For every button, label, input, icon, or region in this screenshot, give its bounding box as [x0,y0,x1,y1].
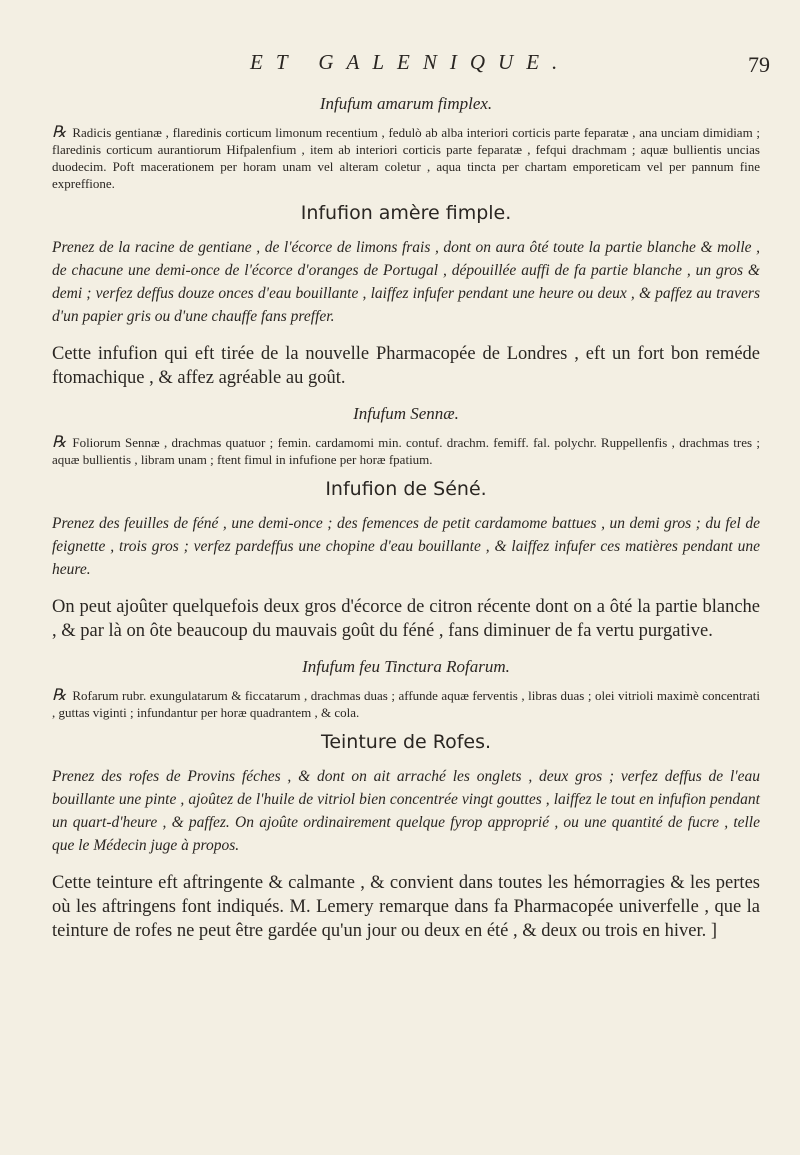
french-recipe-commentary: Cette infufion qui eft tirée de la nouvelle Pharmacopée de Londres , eft un fort bon reméde ftomachique , & affez agréable au goût. [52,344,760,388]
recipe-section [52,94,760,390]
latin-recipe-title: Infufum Sennæ. [353,404,459,423]
french-recipe-title: Infufion de Séné. [325,478,487,500]
recipe-icon: ℞ [52,434,67,451]
latin-recipe-body: Foliorum Sennæ , drachmas quatuor ; femin. cardamomi min. contuf. drachm. femiff. fal. polychr. Ruppellenfis , drachmas tres ; aquæ bullientis , libram unam ; ftent fimul in infufione per horæ fpatium. [52,435,760,467]
recipe-section [52,657,760,943]
recipe-section [52,404,760,643]
latin-recipe-title: Infufum feu Tinctura Rofarum. [302,657,510,676]
french-recipe-title: Teinture de Rofes. [320,731,492,753]
french-recipe-commentary: On peut ajoûter quelquefois deux gros d'écorce de citron récente dont on a ôté la partie blanche , & par là on ôte beaucoup du mauvais goût du féné , fans diminuer de fa vertu purgative. [52,597,760,641]
page-content [52,94,760,957]
page-header [0,50,800,90]
running-head: ET GALENIQUE. [250,50,571,74]
latin-recipe-text [52,124,760,192]
recipe-icon: ℞ [52,124,67,141]
latin-recipe-title: Infufum amarum fimplex. [319,94,493,113]
french-recipe-title: Infufion amère fimple. [300,202,512,224]
latin-recipe-body: Radicis gentianæ , flaredinis corticum limonum recentium , fedulò ab alba interiori corticis parte feparatæ , ana unciam dimidiam ; flaredinis corticum aurantiorum Hifpalenfium , item ab interiori corticis parte feparatæ , fefqui drachmam ; aquæ bullientis uncias duodecim. Poft macerationem per horam unam vel alteram coletur , aqua tincta per chartam emporeticam vel per pannum fine expreffione. [52,125,760,191]
latin-recipe-text [52,687,760,721]
french-recipe-instructions: Prenez de la racine de gentiane , de l'écorce de limons frais , dont on aura ôté toute la partie blanche & molle , de chacune une demi-once de l'écorce d'oranges de Portugal , dépouillée auffi de fa partie blanche , un gros & demi ; verfez deffus douze onces d'eau bouillante , laiffez infufer pendant une heure ou deux , & paffez au travers d'un papier gris ou d'une chauffe fans preffer. [52,239,760,325]
latin-recipe-body: Rofarum rubr. exungulatarum & ficcatarum , drachmas duas ; affunde aquæ ferventis , libras duas ; olei vitrioli maximè concentrati , guttas viginti ; infundantur per horæ quadrantem , & cola. [52,688,760,720]
recipe-icon: ℞ [52,687,67,704]
french-recipe-instructions: Prenez des rofes de Provins féches , & dont on ait arraché les onglets , deux gros ; verfez deffus de l'eau bouillante une pinte , ajoûtez de l'huile de vitriol bien concentrée vingt gouttes , laiffez le tout en infufion pendant un quart-d'heure , & paffez. On ajoûte ordinairement quelque fyrop approprié , ou une quantité de fucre , telle que le Médecin juge à propos. [52,768,760,854]
latin-recipe-text [52,434,760,468]
french-recipe-instructions: Prenez des feuilles de féné , une demi-once ; des femences de petit cardamome battues , un demi gros ; du fel de feignette , trois gros ; verfez pardeffus une chopine d'eau bouillante , & laiffez infufer ces matières pendant une heure. [52,515,760,578]
page-number: 79 [748,52,770,77]
french-recipe-commentary: Cette teinture eft aftringente & calmante , & convient dans toutes les hémorragies & les pertes où les aftringens font indiqués. M. Lemery remarque dans fa Pharmacopée univerfelle , que la teinture de rofes ne peut être gardée qu'un jour ou deux en été , & deux ou trois en hiver. ] [52,873,760,941]
